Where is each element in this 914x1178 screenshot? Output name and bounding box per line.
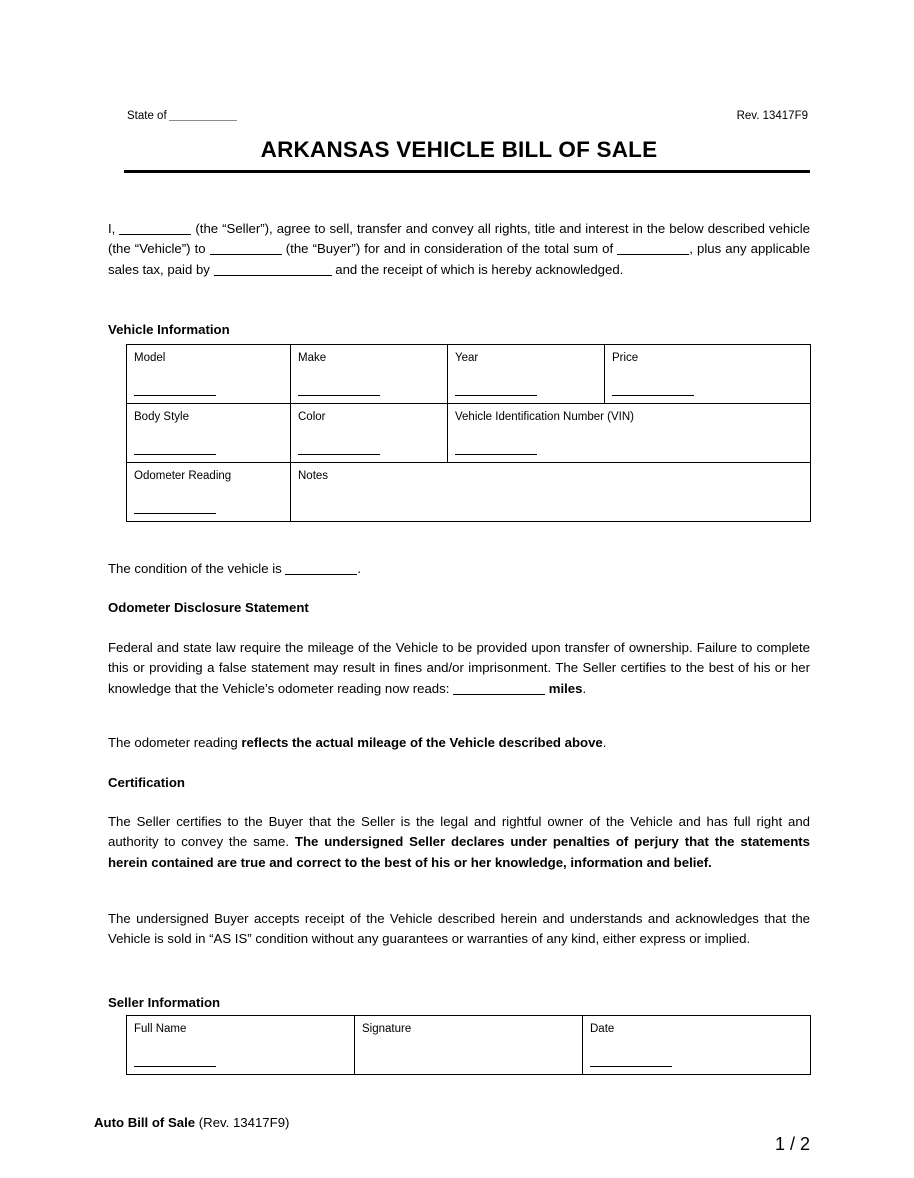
certification-plain-text: The Seller certifies to the Buyer that the Seller is the legal and rightful owner of the Vehicle and has full right and authority to convey the same.: [108, 814, 810, 850]
condition-blank[interactable]: [285, 574, 357, 575]
intro-text-2: (the “Seller”), agree to sell, transfer and convey all rights, title and interest in the below described vehicle (the “Vehicle”) to: [108, 221, 810, 257]
reflects-bold-text: reflects the actual mileage of the Vehicle described above: [241, 735, 603, 750]
cell-notes[interactable]: [291, 463, 811, 522]
cell-label: Color: [298, 411, 326, 423]
cell-label: Body Style: [134, 411, 189, 423]
footer-document-name: [94, 1114, 289, 1131]
cell-make[interactable]: [291, 345, 448, 404]
year-blank[interactable]: [455, 394, 537, 396]
table-row: [127, 1016, 811, 1075]
odometer-reflects-paragraph: [108, 733, 810, 753]
cell-model[interactable]: [127, 345, 291, 404]
cell-color[interactable]: [291, 404, 448, 463]
cell-seller-date[interactable]: [583, 1016, 811, 1075]
odometer-period: .: [582, 680, 587, 696]
buyer-acknowledgement-paragraph: The undersigned Buyer accepts receipt of the Vehicle described herein and understands and acknowledges that the Vehicle is sold in “AS IS” condition without any guarantees or warranties of any kind, either express or implied.: [108, 911, 810, 947]
intro-paragraph: [108, 219, 810, 280]
odometer-body-text: Federal and state law require the mileage of the Vehicle to be provided upon transfer of ownership. Failure to complete this or providing a false statement may result in fines and/or imprisonment. The Seller certifies to the best of his or her knowledge that the Vehicle’s odometer reading now reads:: [108, 640, 810, 696]
document-header: [108, 109, 810, 125]
intro-text-3: (the “Buyer”) for and in consideration of the total sum of: [285, 241, 614, 257]
seller-date-blank[interactable]: [590, 1065, 672, 1067]
condition-prefix: The condition of the vehicle is: [108, 561, 282, 576]
intro-text-1: I,: [108, 221, 116, 236]
seller-information-table: [126, 1015, 811, 1075]
state-of-field: [127, 109, 237, 123]
cell-odometer-reading[interactable]: [127, 463, 291, 522]
odometer-miles-blank[interactable]: [453, 694, 545, 695]
condition-paragraph: [108, 559, 810, 579]
table-row: [127, 463, 811, 522]
footer-doc-title: Auto Bill of Sale: [94, 1115, 196, 1130]
table-row: [127, 345, 811, 404]
cell-vin[interactable]: [448, 404, 811, 463]
cell-label: Model: [134, 352, 166, 364]
seller-full-name-blank[interactable]: [134, 1065, 216, 1067]
price-blank[interactable]: [612, 394, 694, 396]
intro-text-4: , plus any applicable sales tax, paid by: [108, 241, 811, 277]
certification-heading: Certification: [108, 775, 185, 790]
seller-name-blank[interactable]: [119, 234, 191, 235]
cell-label: Year: [455, 352, 479, 364]
revision-code: Rev. 13417F9: [736, 110, 808, 122]
cell-label: Price: [612, 352, 639, 364]
intro-text-5: and the receipt of which is hereby acknowledged.: [335, 261, 624, 277]
table-row: [127, 404, 811, 463]
body-style-blank[interactable]: [134, 453, 216, 455]
make-blank[interactable]: [298, 394, 380, 396]
buyer-name-blank[interactable]: [210, 254, 282, 255]
condition-suffix: .: [357, 561, 362, 576]
model-blank[interactable]: [134, 394, 216, 396]
cell-label: Make: [298, 352, 327, 364]
odometer-disclosure-heading: Odometer Disclosure Statement: [108, 600, 309, 615]
cell-seller-full-name[interactable]: [127, 1016, 355, 1075]
cell-price[interactable]: [605, 345, 811, 404]
cell-label: Date: [590, 1023, 615, 1035]
page-title: ARKANSAS VEHICLE BILL OF SALE: [260, 137, 658, 162]
footer-revision: (Rev. 13417F9): [195, 1115, 290, 1130]
title-divider: [124, 170, 810, 173]
vin-blank[interactable]: [455, 453, 537, 455]
state-of-label: State of: [127, 110, 167, 122]
cell-label: Notes: [298, 470, 329, 482]
certification-paragraph: [108, 812, 810, 873]
total-sum-blank[interactable]: [617, 254, 689, 255]
page-number: 1 / 2: [774, 1134, 810, 1154]
reflects-suffix: .: [602, 735, 607, 750]
paid-by-blank[interactable]: [214, 275, 332, 276]
odometer-miles-label: miles: [548, 680, 583, 696]
cell-label: Full Name: [134, 1023, 187, 1035]
odometer-disclosure-paragraph: [108, 638, 810, 699]
cell-body-style[interactable]: [127, 404, 291, 463]
vehicle-information-heading: Vehicle Information: [108, 322, 230, 337]
state-of-blank[interactable]: [169, 120, 237, 121]
vehicle-information-table: [126, 344, 811, 522]
seller-information-heading: Seller Information: [108, 995, 221, 1010]
color-blank[interactable]: [298, 453, 380, 455]
cell-label: Signature: [362, 1023, 412, 1035]
certification-bold-text: The undersigned Seller declares under penalties of perjury that the statements herein contained are true and correct to the best of his or her knowledge, information and belief.: [108, 834, 810, 870]
reflects-prefix: The odometer reading: [108, 735, 242, 750]
cell-label: Vehicle Identification Number (VIN): [455, 411, 634, 423]
cell-seller-signature[interactable]: [355, 1016, 583, 1075]
cell-label: Odometer Reading: [134, 470, 232, 482]
odometer-reading-blank[interactable]: [134, 512, 216, 514]
cell-year[interactable]: [448, 345, 605, 404]
